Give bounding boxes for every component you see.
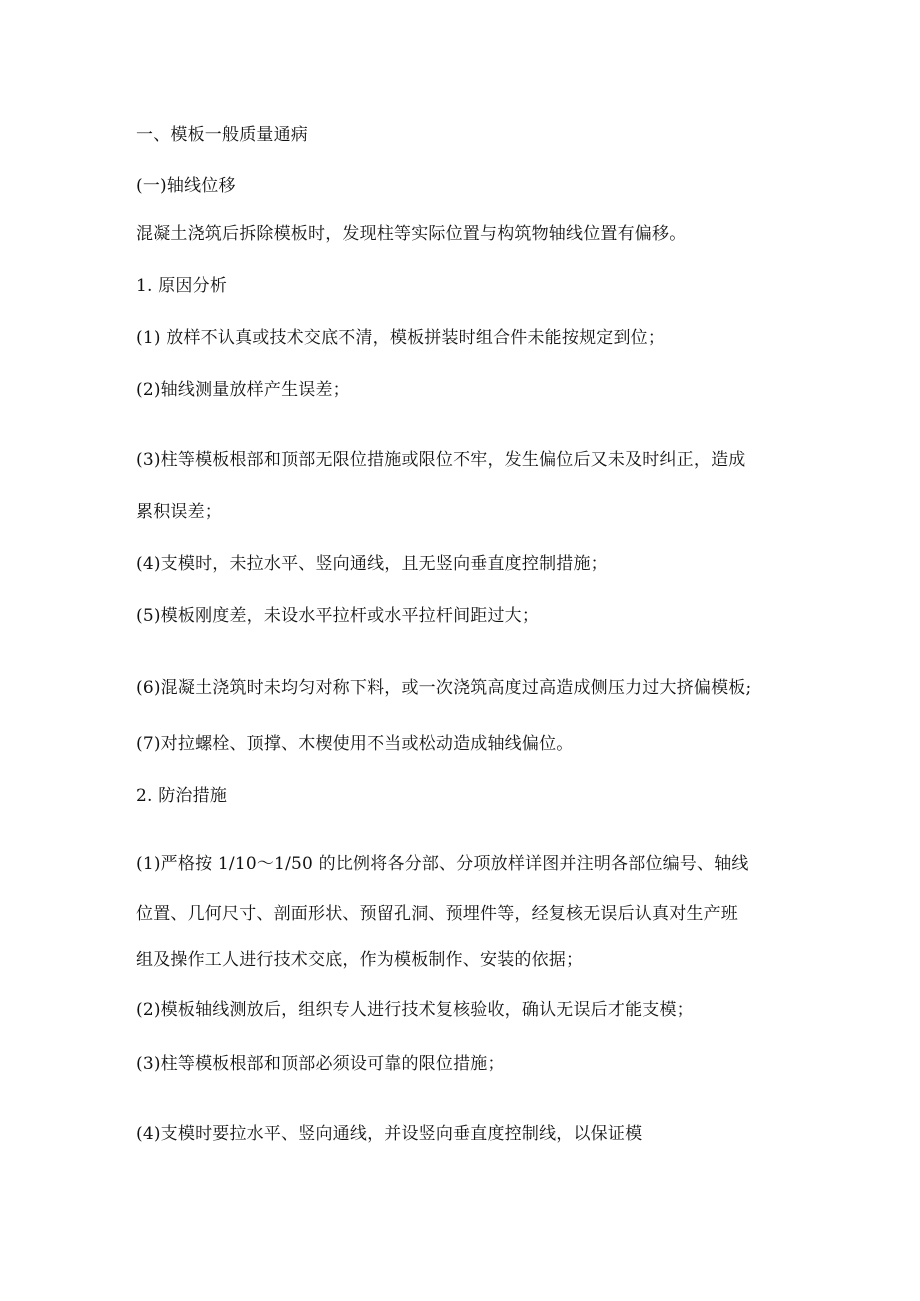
list-item: (1)严格按 1/10～1/50 的比例将各分部、分项放样详图并注明各部位编号、轴线	[136, 854, 749, 874]
list-item: (3)柱等模板根部和顶部无限位措施或限位不牢，发生偏位后又未及时纠正，造成	[136, 450, 746, 470]
list-item: (2)模板轴线测放后，组织专人进行技术复核验收，确认无误后才能支模；	[136, 1000, 694, 1020]
numbered-heading: 1. 原因分析	[136, 276, 228, 296]
list-item: (5)模板刚度差，未设水平拉杆或水平拉杆间距过大；	[136, 606, 540, 626]
list-item: (1) 放样不认真或技术交底不清，模板拼装时组合件未能按规定到位；	[136, 328, 666, 348]
list-item: (4)支模时，未拉水平、竖向通线，且无竖向垂直度控制措施；	[136, 554, 608, 574]
section-heading: 一、模板一般质量通病	[136, 125, 308, 145]
list-item-continuation: 位置、几何尺寸、剖面形状、预留孔洞、预埋件等，经复核无误后认真对生产班	[136, 904, 738, 924]
list-item: (3)柱等模板根部和顶部必须设可靠的限位措施；	[136, 1054, 505, 1074]
list-item: (6)混凝土浇筑时未均匀对称下料，或一次浇筑高度过高造成侧压力过大挤偏模板;	[136, 678, 752, 698]
list-item: (2)轴线测量放样产生误差；	[136, 380, 350, 400]
subsection-heading: (一)轴线位移	[136, 176, 236, 196]
list-item: (7)对拉螺栓、顶撑、木楔使用不当或松动造成轴线偏位。	[136, 734, 574, 754]
numbered-heading: 2. 防治措施	[136, 786, 228, 806]
list-item: (4)支模时要拉水平、竖向通线，并设竖向垂直度控制线，以保证模	[136, 1124, 643, 1144]
list-item-continuation: 累积误差；	[136, 502, 222, 522]
list-item-continuation: 组及操作工人进行技术交底，作为模板制作、安装的依据；	[136, 950, 584, 970]
paragraph-line: 混凝土浇筑后拆除模板时，发现柱等实际位置与构筑物轴线位置有偏移。	[136, 224, 687, 244]
